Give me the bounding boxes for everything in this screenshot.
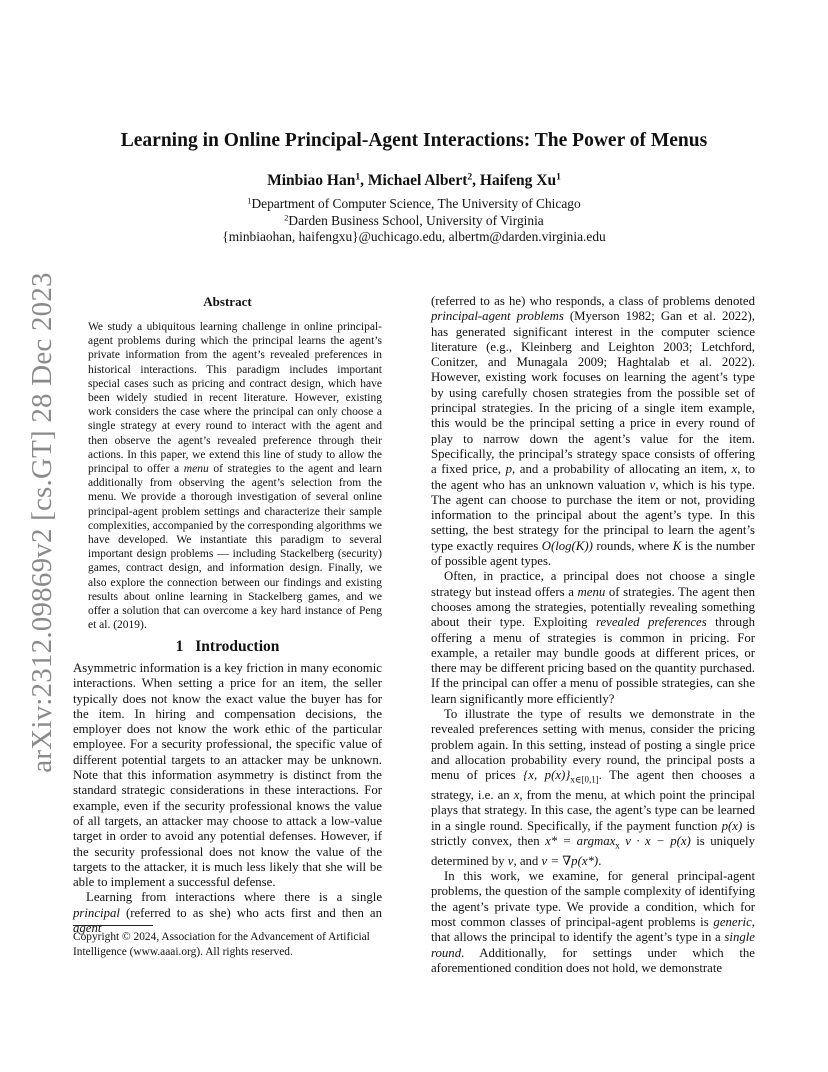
emphasis: menu: [577, 584, 606, 599]
author-separator: ,: [360, 172, 368, 189]
section-title: Introduction: [195, 638, 280, 655]
arxiv-stamp: [24, 272, 60, 773]
text-run: is strictly convex, then: [431, 818, 755, 848]
emphasis: principal-agent problems: [431, 309, 564, 324]
text-run: is the number of possible agent types.: [431, 538, 755, 569]
abstract-heading: Abstract: [203, 294, 252, 309]
math-subscript: x: [615, 840, 620, 851]
arxiv-stamp-text: arXiv:2312.09869v2 [cs.GT] 28 Dec 2023: [25, 272, 58, 773]
intro-right-column: [431, 294, 755, 976]
text-run: of strategies. The agent then chooses among the strategies, potentially revealing something about their type. Exploiting: [431, 584, 755, 630]
math: {x, p(x)}: [523, 768, 571, 783]
text-run: , and: [513, 853, 542, 868]
text-run: Often, in practice, a principal does not choose a single strategy but instead offers a: [431, 569, 755, 599]
author-list: [70, 172, 758, 190]
math: v = ∇p(x*): [541, 853, 599, 868]
author-name: Michael Albert: [367, 172, 468, 189]
paragraph: [431, 707, 755, 869]
emphasis: single round: [431, 930, 755, 960]
text-run: .: [598, 853, 602, 868]
text-run: (referred to as she) who acts first and then an: [119, 905, 382, 920]
affiliation-text: Department of Computer Science, The University of Chicago: [251, 196, 581, 211]
paragraph: [431, 869, 755, 976]
abstract-emphasis: menu: [183, 463, 209, 476]
math: p: [505, 462, 512, 477]
math: O(log(K)): [541, 538, 593, 553]
text-run: . The agent then chooses a strategy, i.e. an: [431, 768, 755, 803]
affil-mark: 1: [247, 196, 252, 206]
paragraph: Asymmetric information is a key friction in many economic interactions. When setting a price for an item, the seller typically does not know the exact value the buyer has for the item. In hiring and compensation decisions, the employer does not know the work ethic of the particular employee. For a security professional, the specific value of different potential targets to an attacker may be unknown. Note that this information asymmetry is distinct from the standard strategic considerations in these interactions. For example, even if the security professional knows the value of all targets, an attacker may choose to attack a low-value target in order to avoid any potential defenses. However, if the security professional does not know the value of the targets to the attacker, it is much less likely that she will be able to implement a successful defense.: [73, 661, 382, 890]
math: x* = argmax: [545, 833, 616, 848]
text-run: , to the agent who has an unknown valuation: [431, 462, 755, 492]
author-affil-mark: 2: [467, 171, 473, 183]
section-number: 1: [175, 638, 184, 655]
text-run: In this work, we examine, for general principal-agent problems, the question of the sample complexity of identifying the agent’s private type. We provide a condition, which for most common classes of principal-agent problems is: [431, 869, 755, 929]
math: x: [513, 788, 520, 803]
math: v: [649, 477, 656, 492]
footnote-rule: [73, 925, 153, 926]
paragraph: [431, 294, 755, 569]
math: v · x − p(x): [619, 833, 691, 848]
math-subscript: x∈[0,1]: [570, 774, 599, 785]
emphasis: principal: [73, 905, 120, 920]
affil-mark: 2: [284, 212, 289, 222]
text-run: . Additionally, for settings under which the aforementioned condition does not hold, we demonstrate: [431, 945, 755, 975]
text-run: To illustrate the type of results we demonstrate in the revealed preferences setting with menus, consider the pricing problem again. In this setting, instead of posting a single price and allocation probability every round, the principal posts a menu of prices: [431, 707, 755, 783]
emphasis: agent: [73, 921, 102, 936]
section-heading: [73, 638, 382, 656]
author-affil-mark: 1: [355, 171, 361, 183]
author-name: Haifeng Xu: [479, 172, 557, 189]
math: v: [507, 853, 514, 868]
email-line: {minbiaohan, haifengxu}@uchicago.edu, albertm@darden.virginia.edu: [222, 229, 606, 244]
emphasis: generic: [713, 914, 752, 929]
affiliation-text: Darden Business School, University of Virginia: [288, 212, 544, 228]
affiliation-line: [70, 196, 758, 213]
author-name: Minbiao Han: [267, 172, 356, 189]
affiliation-line: [70, 213, 758, 230]
copyright-footnote: Copyright © 2024, Association for the Advancement of Artificial Intelligence (www.aaai.org). All rights reserved.: [73, 931, 370, 958]
text-run: through offering a menu of strategies is common in pricing. For example, a retailer may bundle goods at different prices, or there may be different pricing based on the quantity purchased. If the principal can offer a menu of possible strategies, can she learn significantly more efficiently?: [431, 615, 755, 706]
paper-title: Learning in Online Principal-Agent Interactions: The Power of Menus: [120, 130, 708, 151]
intro-left-column: [73, 661, 382, 936]
text-run: , from the menu, at which point the principal plays that strategy. In this case, the agent’s type can be learned in a single round. Specifically, if the payment function: [431, 788, 755, 833]
math: p(x): [721, 818, 743, 833]
text-run: is uniquely determined by: [431, 833, 756, 868]
abstract-text: of strategies to the agent and learn additionally from observing the agent’s selection from the menu. We provide a thorough investigation of several online principal-agent problem settings and characterize their sample complexities, accompanied by the corresponding algorithms we have developed. We instantiate this paradigm to several important design problems — including Stackelberg (security) games, contract design, and information design. Finally, we also explore the connection between our findings and existing results about online learning in Stackelberg games, and we offer a solution that can overcome a key hard instance of Peng et al. (2019).: [88, 463, 382, 632]
text-run: (referred to as he) who responds, a class of problems denoted: [431, 294, 755, 308]
text-run: (Myerson 1982; Gan et al. 2022), has generated significant interest in the computer science literature (e.g., Kleinberg and Leighton 2003; Letchford, Conitzer, and Munagala 2009; Haghtalab et al. 2022). However, existing work focuses on learning the agent’s type by using carefully chosen strategies from the possible set of principal strategies. In the pricing of a single item example, this would be the principal setting a price in every round of play to narrow down the agent’s value for the item. Specifically, the principal’s strategy space consists of offering a fixed price,: [431, 309, 755, 477]
affiliations: [70, 196, 758, 246]
text-run: , that allows the principal to identify the agent’s type in a: [431, 914, 755, 945]
author-affil-mark: 1: [556, 171, 561, 183]
text-run: Learning from interactions where there is a single: [86, 890, 382, 905]
text-run: , which is his type. The agent can choose to purchase the item or not, providing information to the principal about the agent’s type. In this setting, the best strategy for the principal to learn the agent’s type exactly requires: [431, 477, 755, 553]
text-run: , and a probability of allocating an item,: [512, 462, 732, 477]
math: K: [672, 538, 682, 553]
math: x: [731, 462, 738, 477]
abstract-body: [88, 320, 382, 632]
abstract-text: We study a ubiquitous learning challenge in online principal-agent problems during which the principal learns the agent’s private information from the agent’s revealed preferences in historical interactions. This paradigm includes important special cases such as pricing and contract design, which have been widely studied in recent literature. However, existing work considers the case where the principal can only choose a single strategy at every round to interact with the agent and then observe the agent’s revealed preference through their actions. In this paper, we extend this line of study to allow the principal to offer a: [88, 321, 382, 476]
emphasis: revealed preferences: [595, 615, 707, 630]
text-run: rounds, where: [592, 538, 673, 553]
author-separator: ,: [472, 172, 480, 189]
paragraph: [431, 569, 755, 707]
